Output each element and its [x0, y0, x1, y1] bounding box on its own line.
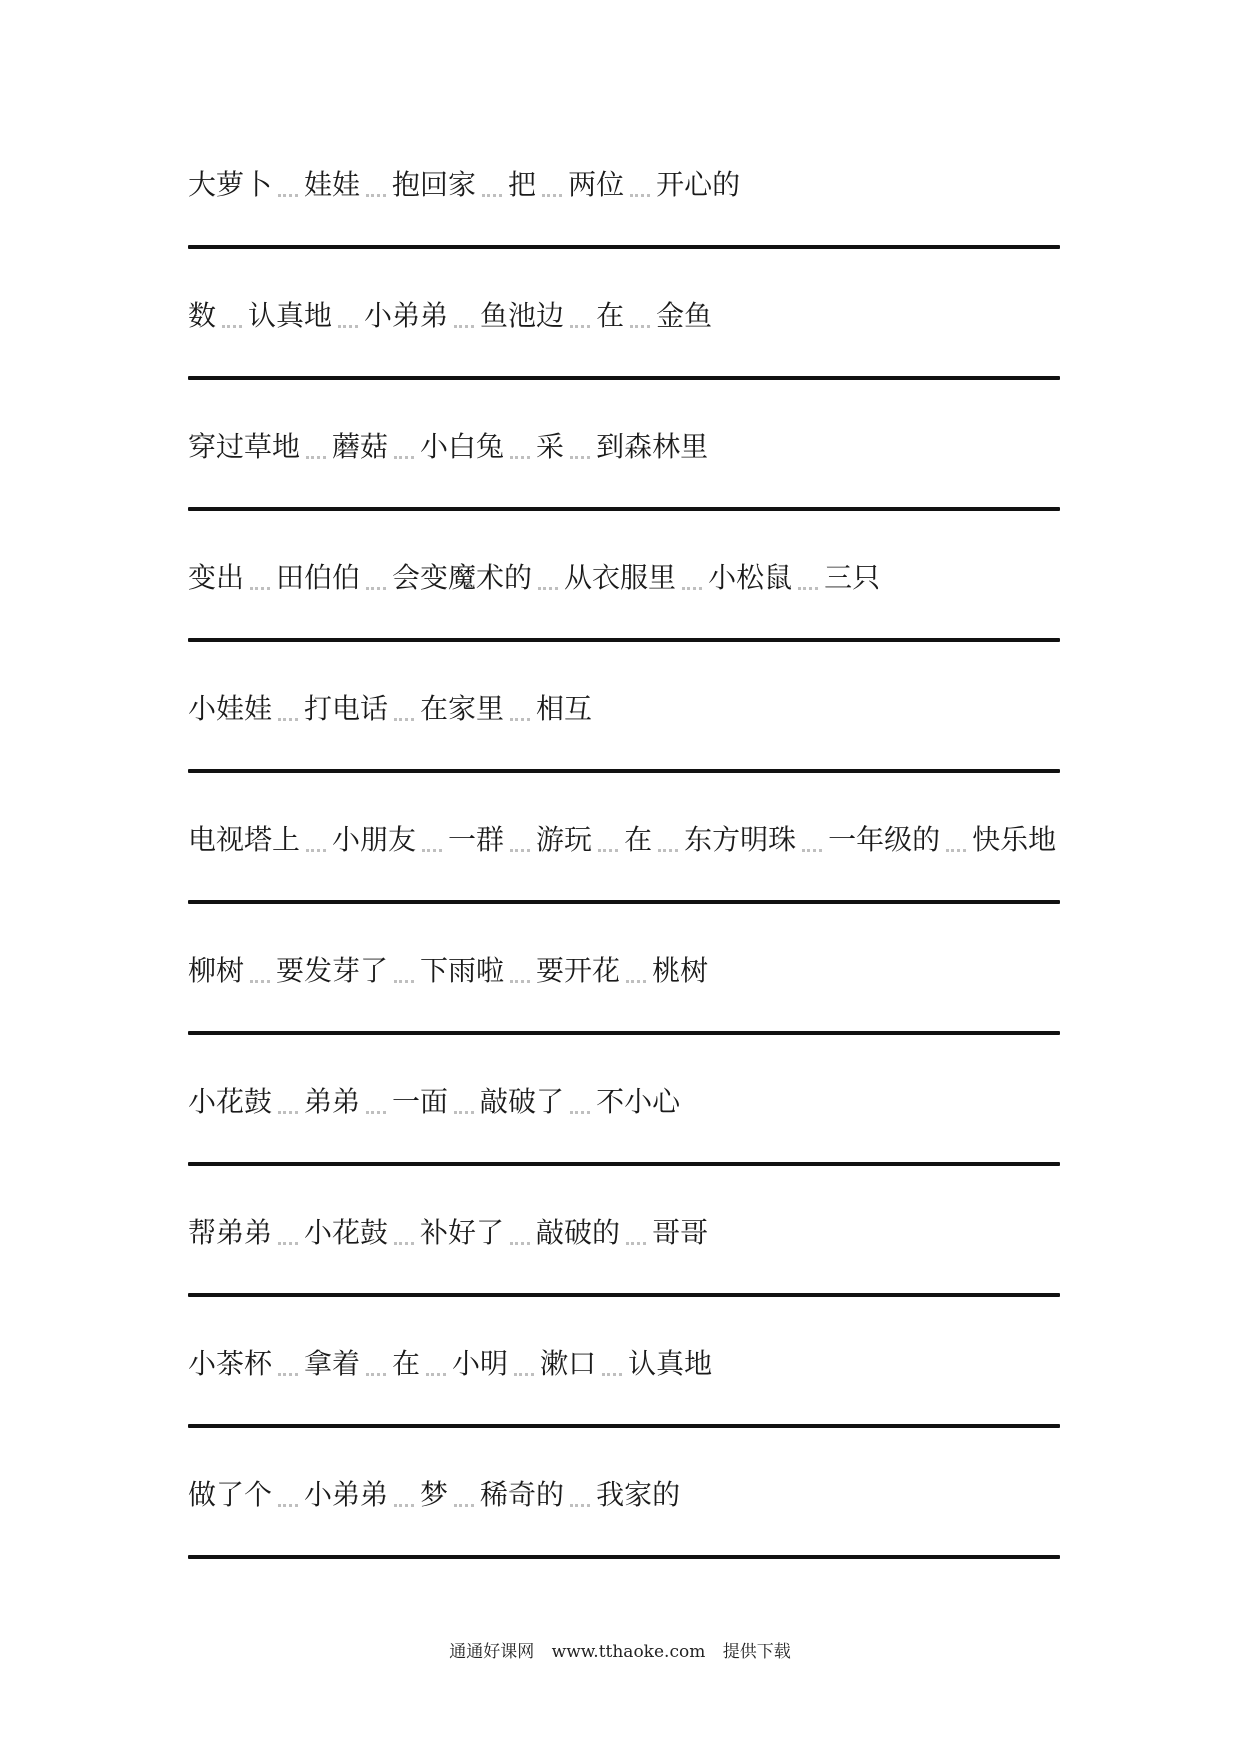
- word-card: 漱口: [540, 1347, 597, 1380]
- word-group: [188, 820, 1056, 860]
- word-group: [188, 165, 740, 205]
- word-card: 开心的: [656, 168, 741, 201]
- word-group: [188, 296, 712, 336]
- word-card: 在家里: [420, 692, 505, 725]
- answer-line[interactable]: [188, 1031, 1060, 1035]
- word-group: [188, 1475, 680, 1515]
- word-card: 认真地: [248, 299, 333, 332]
- exercise-item: [188, 296, 1060, 427]
- word-card: 把: [508, 168, 537, 201]
- word-separator: [940, 820, 972, 860]
- word-separator: [796, 820, 828, 860]
- word-card: 东方明珠: [684, 823, 797, 856]
- word-separator: [596, 1344, 628, 1384]
- word-card: 帮弟弟: [188, 1216, 273, 1249]
- word-card: 到森林里: [596, 430, 709, 463]
- word-group: [188, 689, 592, 729]
- word-group: [188, 1082, 680, 1122]
- word-separator: [300, 427, 332, 467]
- word-separator: [532, 558, 564, 598]
- word-card: 三只: [824, 561, 881, 594]
- word-separator: [360, 558, 392, 598]
- word-separator: [388, 1213, 420, 1253]
- word-separator: [448, 1082, 480, 1122]
- word-separator: [272, 165, 304, 205]
- word-group: [188, 558, 880, 598]
- word-separator: [504, 427, 536, 467]
- word-card: 娃娃: [304, 168, 361, 201]
- word-separator: [332, 296, 364, 336]
- word-card: 敲破的: [536, 1216, 621, 1249]
- word-group: [188, 1213, 708, 1253]
- word-card: 在: [596, 299, 625, 332]
- word-card: 小松鼠: [708, 561, 793, 594]
- word-card: 会变魔术的: [392, 561, 533, 594]
- word-card: 一群: [448, 823, 505, 856]
- footer-site-name: 通通好课网: [449, 1642, 535, 1662]
- word-card: 要发芽了: [276, 954, 389, 987]
- answer-line[interactable]: [188, 245, 1060, 249]
- word-separator: [272, 1344, 304, 1384]
- word-separator: [624, 296, 656, 336]
- word-separator: [420, 1344, 452, 1384]
- word-separator: [620, 951, 652, 991]
- answer-line[interactable]: [188, 1293, 1060, 1297]
- word-card: 柳树: [188, 954, 245, 987]
- word-card: 采: [536, 430, 565, 463]
- word-card: 哥哥: [652, 1216, 709, 1249]
- word-card: 小弟弟: [304, 1478, 389, 1511]
- word-separator: [416, 820, 448, 860]
- word-separator: [244, 951, 276, 991]
- word-card: 认真地: [628, 1347, 713, 1380]
- word-card: 弟弟: [304, 1085, 361, 1118]
- word-separator: [504, 820, 536, 860]
- word-card: 打电话: [304, 692, 389, 725]
- word-separator: [564, 296, 596, 336]
- word-card: 穿过草地: [188, 430, 301, 463]
- word-card: 鱼池边: [480, 299, 565, 332]
- word-card: 小明: [452, 1347, 509, 1380]
- word-card: 敲破了: [480, 1085, 565, 1118]
- answer-line[interactable]: [188, 769, 1060, 773]
- answer-line[interactable]: [188, 1555, 1060, 1559]
- page-footer: [0, 1637, 1240, 1662]
- word-separator: [536, 165, 568, 205]
- word-card: 拿着: [304, 1347, 361, 1380]
- word-group: [188, 1344, 712, 1384]
- word-separator: [244, 558, 276, 598]
- word-card: 一面: [392, 1085, 449, 1118]
- word-card: 小娃娃: [188, 692, 273, 725]
- exercise-item: [188, 165, 1060, 296]
- word-separator: [476, 165, 508, 205]
- word-card: 梦: [420, 1478, 449, 1511]
- word-card: 要开花: [536, 954, 621, 987]
- word-separator: [388, 689, 420, 729]
- word-card: 蘑菇: [332, 430, 389, 463]
- exercise-item: [188, 1213, 1060, 1344]
- word-separator: [504, 1213, 536, 1253]
- word-separator: [652, 820, 684, 860]
- word-separator: [620, 1213, 652, 1253]
- word-card: 小白兔: [420, 430, 505, 463]
- word-card: 数: [188, 299, 217, 332]
- word-group: [188, 427, 708, 467]
- footer-url[interactable]: www.tthaoke.com: [551, 1642, 706, 1662]
- word-card: 游玩: [536, 823, 593, 856]
- answer-line[interactable]: [188, 376, 1060, 380]
- word-separator: [564, 427, 596, 467]
- answer-line[interactable]: [188, 1424, 1060, 1428]
- exercise-item: [188, 558, 1060, 689]
- word-separator: [388, 1475, 420, 1515]
- word-separator: [448, 1475, 480, 1515]
- word-card: 在: [624, 823, 653, 856]
- word-separator: [388, 427, 420, 467]
- word-separator: [272, 1082, 304, 1122]
- word-separator: [272, 689, 304, 729]
- word-card: 大萝卜: [188, 168, 273, 201]
- word-card: 金鱼: [656, 299, 713, 332]
- word-card: 快乐地: [972, 823, 1057, 856]
- exercise-item: [188, 1082, 1060, 1213]
- answer-line[interactable]: [188, 638, 1060, 642]
- exercise-item: [188, 820, 1060, 951]
- word-card: 我家的: [596, 1478, 681, 1511]
- footer-note: 提供下载: [722, 1642, 791, 1662]
- word-card: 小茶杯: [188, 1347, 273, 1380]
- word-separator: [360, 1344, 392, 1384]
- word-card: 两位: [568, 168, 625, 201]
- word-separator: [360, 165, 392, 205]
- word-separator: [592, 820, 624, 860]
- word-card: 从衣服里: [564, 561, 677, 594]
- word-card: 田伯伯: [276, 561, 361, 594]
- word-separator: [272, 1213, 304, 1253]
- word-card: 小朋友: [332, 823, 417, 856]
- word-separator: [624, 165, 656, 205]
- word-card: 小花鼓: [188, 1085, 273, 1118]
- exercise-item: [188, 951, 1060, 1082]
- word-card: 做了个: [188, 1478, 273, 1511]
- word-separator: [676, 558, 708, 598]
- exercise-item: [188, 1475, 1060, 1606]
- word-card: 补好了: [420, 1216, 505, 1249]
- word-separator: [564, 1475, 596, 1515]
- answer-line[interactable]: [188, 900, 1060, 904]
- word-group: [188, 951, 708, 991]
- exercise-item: [188, 689, 1060, 820]
- word-separator: [504, 689, 536, 729]
- word-card: 在: [392, 1347, 421, 1380]
- word-separator: [508, 1344, 540, 1384]
- word-separator: [216, 296, 248, 336]
- word-separator: [504, 951, 536, 991]
- exercise-item: [188, 1344, 1060, 1475]
- word-card: 电视塔上: [188, 823, 301, 856]
- word-card: 一年级的: [828, 823, 941, 856]
- word-card: 不小心: [596, 1085, 681, 1118]
- word-card: 小弟弟: [364, 299, 449, 332]
- word-card: 相互: [536, 692, 593, 725]
- word-separator: [360, 1082, 392, 1122]
- word-card: 下雨啦: [420, 954, 505, 987]
- word-card: 稀奇的: [480, 1478, 565, 1511]
- answer-line[interactable]: [188, 1162, 1060, 1166]
- word-card: 变出: [188, 561, 245, 594]
- word-separator: [300, 820, 332, 860]
- word-card: 小花鼓: [304, 1216, 389, 1249]
- exercise-item: [188, 427, 1060, 558]
- word-card: 桃树: [652, 954, 709, 987]
- word-separator: [272, 1475, 304, 1515]
- answer-line[interactable]: [188, 507, 1060, 511]
- word-card: 抱回家: [392, 168, 477, 201]
- word-separator: [564, 1082, 596, 1122]
- word-separator: [388, 951, 420, 991]
- word-separator: [792, 558, 824, 598]
- word-separator: [448, 296, 480, 336]
